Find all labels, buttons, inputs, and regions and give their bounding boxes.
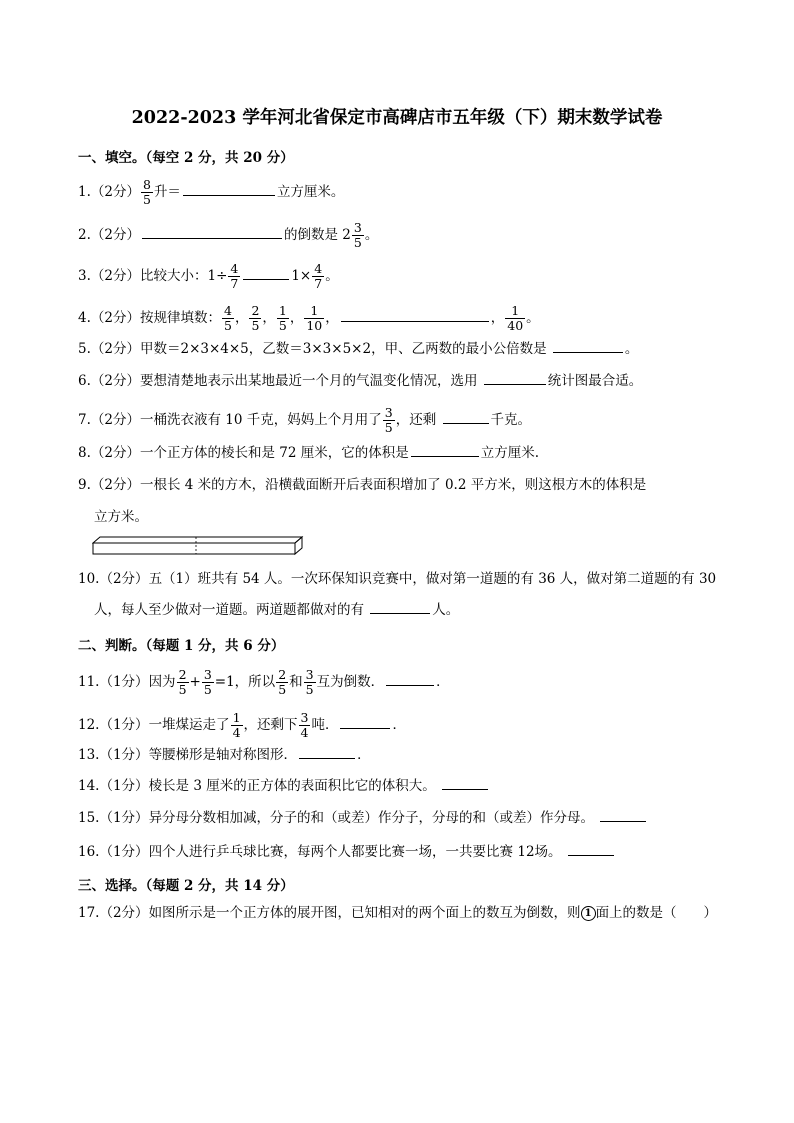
answer-blank[interactable] — [568, 854, 614, 856]
question-15: 15.（1分）异分母分数相加减，分子的和（或差）作分子，分母的和（或差）作分母。 — [78, 812, 648, 826]
question-14: 14.（1分）棱长是 3 厘米的正方体的表面积比它的体积大。 — [78, 780, 490, 794]
answer-blank[interactable] — [386, 684, 434, 686]
fraction: $\frac{4}{7}$ — [230, 261, 239, 291]
question-5: 5.（2分）甲数＝2×3×4×5，乙数＝3×3×5×2，甲、乙两数的最小公倍数是 。 — [78, 341, 639, 357]
fraction: $\frac{2}{5}$ — [251, 303, 260, 333]
fraction: $\frac{3}{5}$ — [353, 220, 362, 250]
fraction: $\frac{1}{40}$ — [507, 303, 524, 333]
fraction: $\frac{3}{5}$ — [384, 405, 393, 435]
answer-blank[interactable] — [299, 757, 355, 759]
section-heading-judge: 二、判断。（每题 1 分，共 6 分） — [78, 638, 285, 654]
answer-blank[interactable] — [341, 320, 489, 322]
answer-blank[interactable] — [183, 194, 275, 196]
question-3: 3.（2分）比较大小：1÷ $\frac{4}{7}$ 1× $\frac{4}{7}$ 。 — [78, 261, 339, 291]
question-12: 12.（1分）一堆煤运走了 $\frac{1}{4}$ ，还剩下 $\frac{3}{4}$ 吨． ． — [78, 710, 406, 740]
answer-blank[interactable] — [600, 820, 646, 822]
fraction: $\frac{8}{5}$ — [142, 177, 151, 207]
question-11: 11.（1分）因为 $\frac{2}{5}$ + $\frac{3}{5}$ =1，所以 $\frac{2}{5}$ 和 $\frac{3}{5}$ 互为倒数． ． — [78, 667, 450, 697]
answer-blank[interactable] — [243, 278, 289, 280]
question-9-line2: 立方米。 — [94, 509, 148, 525]
page-title: 2022-2023 学年河北省保定市高碑店市五年级（下）期末数学试卷 — [131, 108, 663, 128]
section-heading-choice: 三、选择。（每题 2 分，共 14 分） — [78, 878, 294, 894]
answer-blank[interactable] — [553, 351, 623, 353]
answer-blank[interactable] — [411, 455, 479, 457]
question-13: 13.（1分）等腰梯形是轴对称图形． ． — [78, 747, 371, 763]
question-17: 17.（2分）如图所示是一个正方体的展开图，已知相对的两个面上的数互为倒数，则 1 面上的数是（ ） — [78, 905, 718, 921]
question-7: 7.（2分）一桶洗衣液有 10 千克，妈妈上个月用了 $\frac{3}{5}$ ，还剩 千克。 — [78, 405, 531, 435]
fraction: $\frac{4}{5}$ — [223, 303, 232, 333]
fraction: $\frac{4}{7}$ — [314, 261, 323, 291]
circled-number-1: 1 — [581, 906, 596, 921]
question-10-line2: 人，每人至少做对一道题。两道题都做对的有 人。 — [94, 602, 460, 618]
question-10: 10.（2分）五（1）班共有 54 人。一次环保知识竞赛中，做对第一道题的有 36 人，做对第二道题的有 30 — [78, 571, 717, 587]
question-9: 9.（2分）一根长 4 米的方木，沿横截面断开后表面积增加了 0.2 平方米，则这根方木的体积是 — [78, 477, 647, 493]
fraction: $\frac{1}{4}$ — [232, 710, 241, 740]
answer-blank[interactable] — [370, 612, 430, 614]
question-4: 4.（2分）按规律填数： $\frac{4}{5}$ ， $\frac{2}{5}$ ， $\frac{1}{5}$ ， $\frac{1}{10}$ ， ， $\frac{1}{40}$ 。 — [78, 303, 540, 333]
fraction: $\frac{1}{5}$ — [278, 303, 287, 333]
answer-blank[interactable] — [484, 383, 546, 385]
answer-blank[interactable] — [442, 788, 488, 790]
fraction: $\frac{3}{5}$ — [203, 667, 212, 697]
answer-blank[interactable] — [443, 422, 489, 424]
section-heading-fill: 一、填空。（每空 2 分，共 20 分） — [78, 150, 294, 166]
question-16: 16.（1分）四个人进行乒乓球比赛，每两个人都要比赛一场，一共要比赛 12场。 — [78, 846, 616, 860]
fraction: $\frac{2}{5}$ — [178, 667, 187, 697]
fraction: $\frac{3}{5}$ — [305, 667, 314, 697]
answer-blank[interactable] — [142, 237, 282, 239]
question-8: 8.（2分）一个正方体的棱长和是 72 厘米，它的体积是 立方厘米. — [78, 445, 540, 461]
question-1: 1.（2分） $\frac{8}{5}$ 升＝ 立方厘米。 — [78, 177, 345, 207]
answer-blank[interactable] — [340, 727, 390, 729]
question-6: 6.（2分）要想清楚地表示出某地最近一个月的气温变化情况，选用 统计图最合适。 — [78, 373, 643, 389]
fraction: $\frac{2}{5}$ — [278, 667, 287, 697]
fraction: $\frac{1}{10}$ — [306, 303, 323, 333]
fraction: $\frac{3}{4}$ — [300, 710, 309, 740]
beam-figure — [92, 536, 304, 556]
question-2: 2.（2分） 的倒数是 2 $\frac{3}{5}$ 。 — [78, 220, 379, 250]
